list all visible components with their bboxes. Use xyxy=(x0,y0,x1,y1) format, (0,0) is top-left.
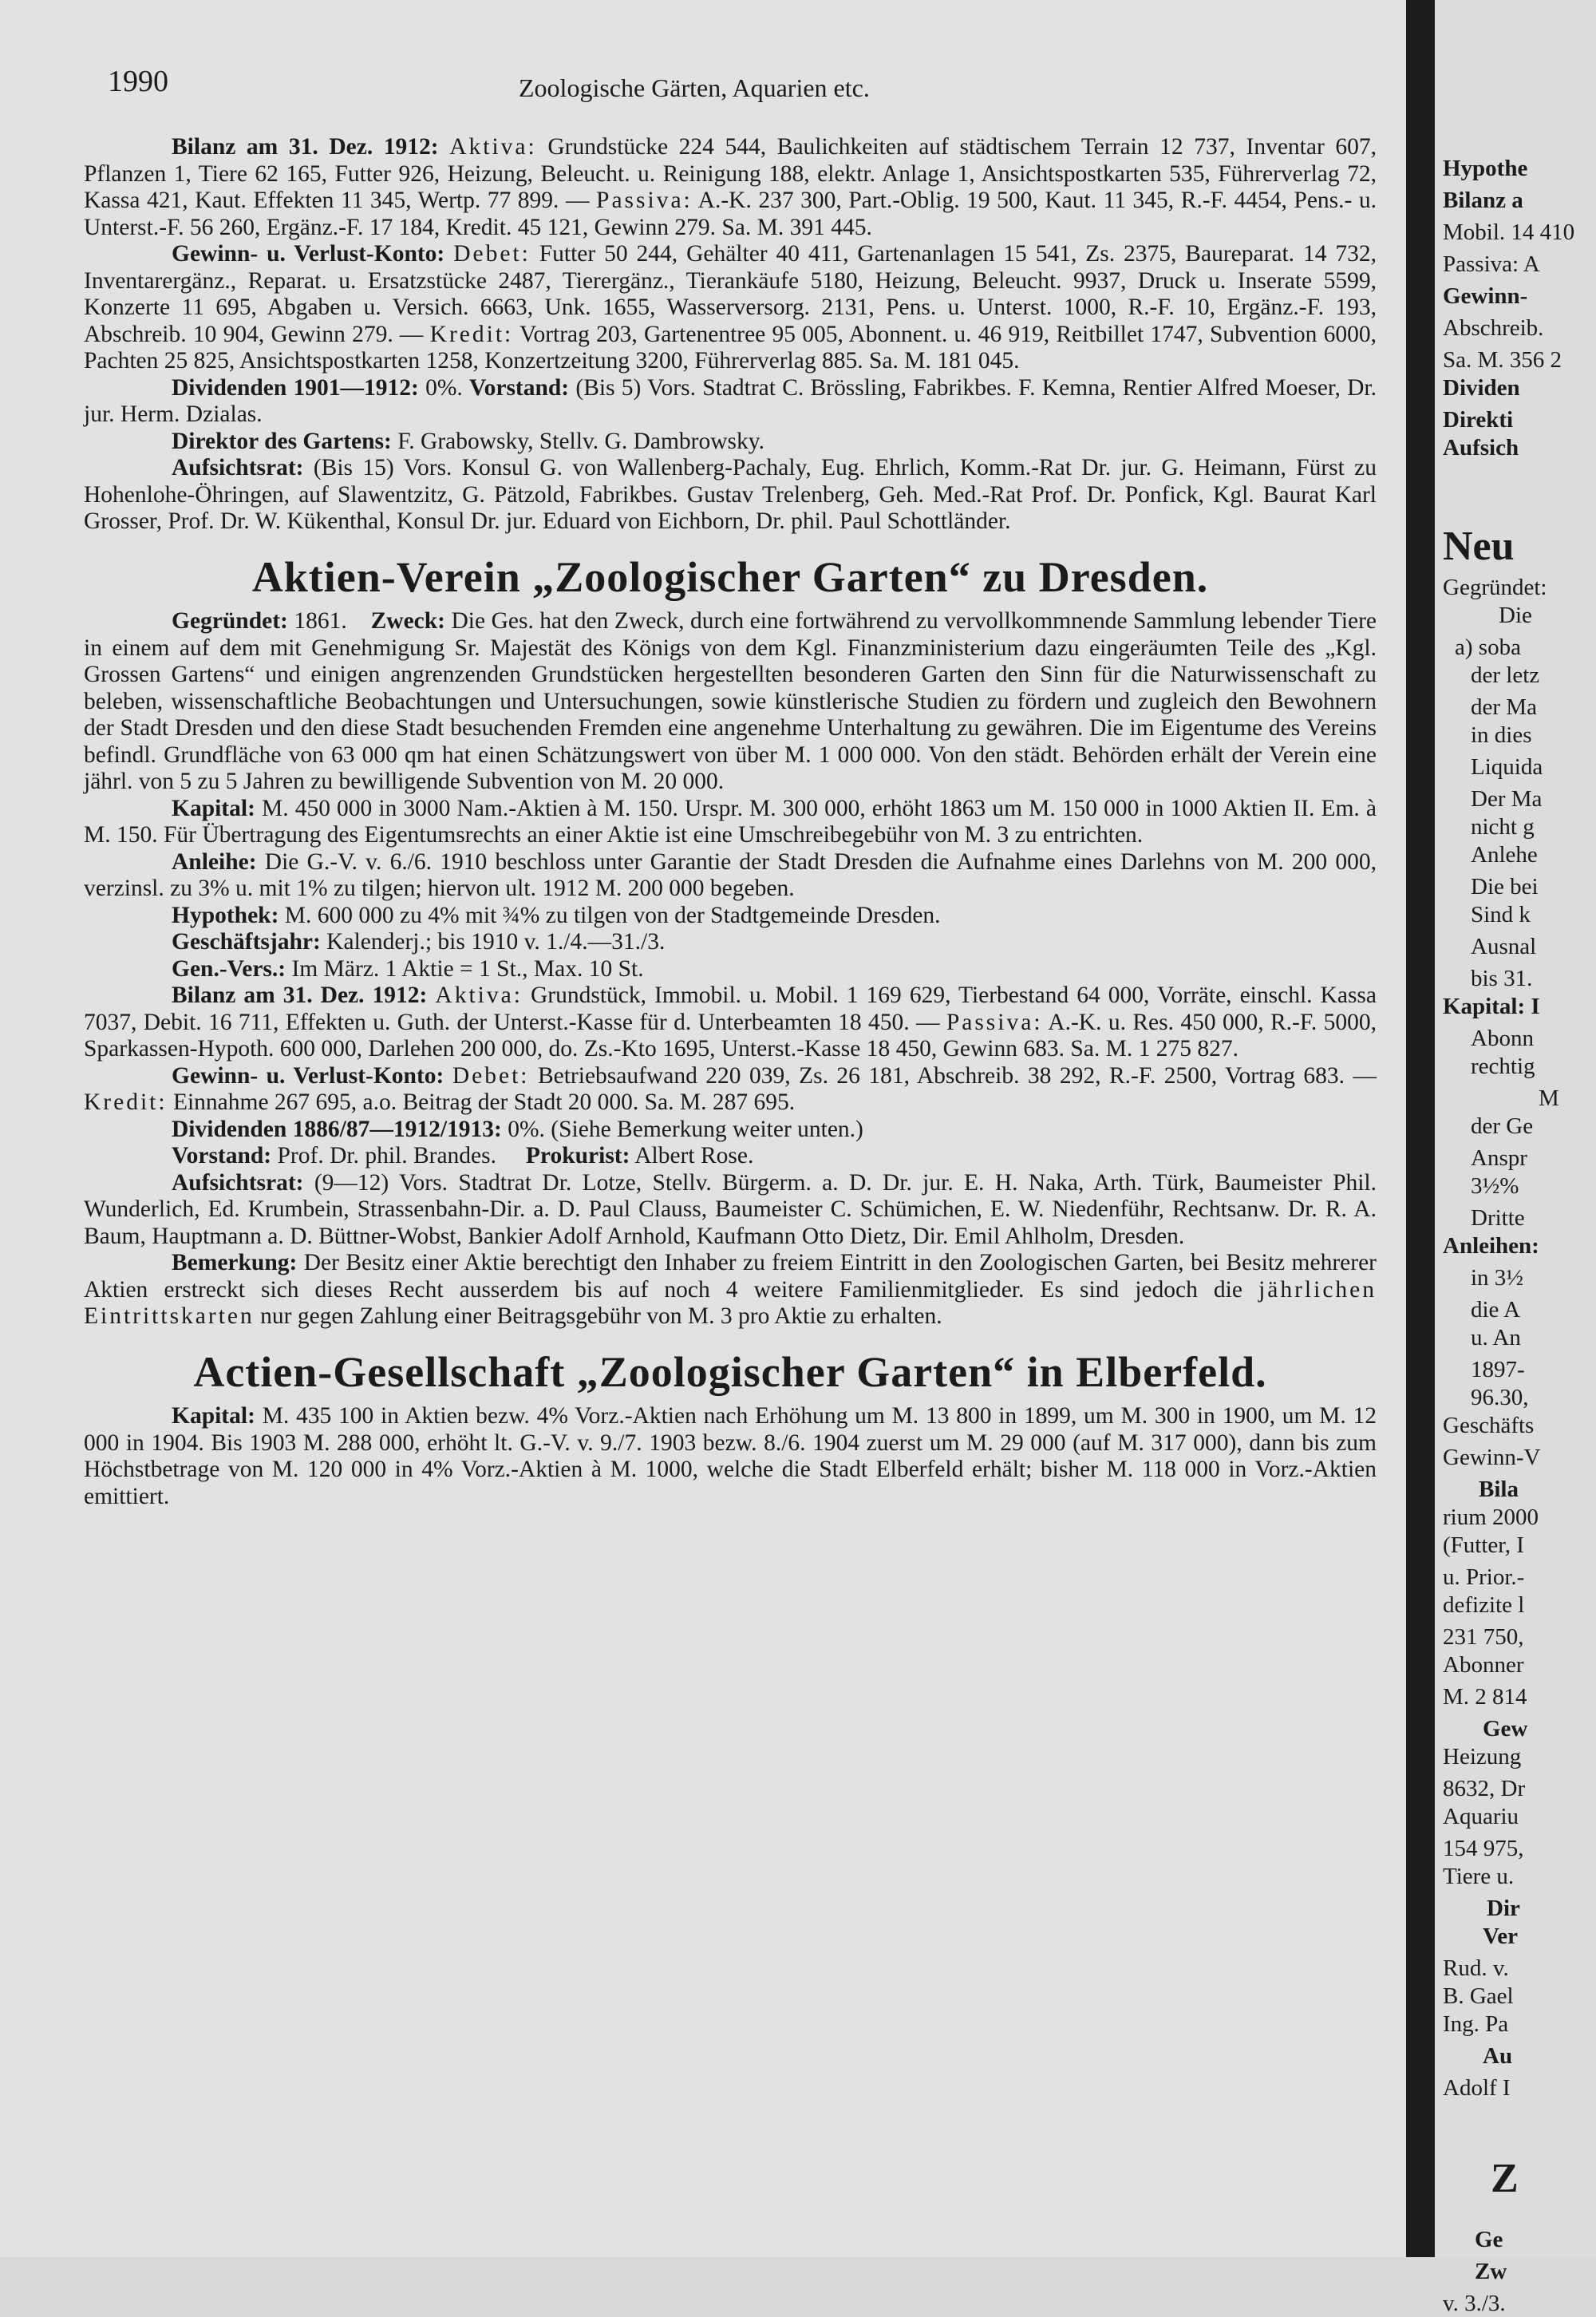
adjacent-page-line: in 3½ xyxy=(1471,1265,1524,1291)
kapital-paragraph: Kapital: M. 450 000 in 3000 Nam.-Aktien à M. 150. Urspr. M. 300 000, erhöht 1863 um M. 150 000 in 1000 Aktien II. Em. à M. 150. Für Übertragung des Eigentumsrechts an einer Aktie ist eine Umschreibegebühr von M. 3 zu entrichten. xyxy=(84,795,1377,848)
adjacent-page-line: Abschreib. xyxy=(1443,315,1544,341)
adjacent-page-line: 8632, Dr xyxy=(1443,1776,1526,1801)
adjacent-page-line: Gewinn-V xyxy=(1443,1445,1541,1470)
adjacent-page-line: Ing. Pa xyxy=(1443,2011,1509,2037)
direktor-paragraph: Direktor des Gartens: F. Grabowsky, Stellv. G. Dambrowsky. xyxy=(172,428,764,454)
adjacent-page-line: Liquida xyxy=(1471,754,1543,780)
book-gutter xyxy=(1406,0,1435,2257)
adjacent-page-line: rium 2000 xyxy=(1443,1504,1539,1530)
adjacent-page-line: 96.30, xyxy=(1471,1385,1529,1410)
bemerkung-paragraph: Bemerkung: Der Besitz einer Aktie berechtigt den Inhaber zu freiem Eintritt in den Zoologischen Garten, bei Besitz mehrerer Aktien erstreckt sich dieses Recht ausserdem bis auf noch 4 weitere Familienmitglieder. Es sind jedoch die jährlichen Eintrittskarten nur gegen Zahlung einer Beitragsgebühr von M. 3 pro Aktie zu erhalten. xyxy=(84,1250,1377,1329)
running-head: Zoologische Gärten, Aquarien etc. xyxy=(519,73,870,102)
adjacent-page-line: a) soba xyxy=(1455,635,1521,660)
dividenden-vorstand-paragraph: Dividenden 1901—1912: 0%. Vorstand: (Bis 5) Vors. Stadtrat C. Brössling, Fabrikbes. F. Kemna, Rentier Alfred Moeser, Dr. jur. Herm. Dzialas. xyxy=(84,374,1377,427)
adjacent-page-line: M. 2 814 xyxy=(1443,1684,1527,1710)
adjacent-page-line: M xyxy=(1539,1085,1559,1111)
adjacent-page-line: Hypothe xyxy=(1443,156,1528,181)
adjacent-page-line: Der Ma xyxy=(1471,786,1543,812)
guv-dresden-paragraph: Gewinn- u. Verlust-Konto: Debet: Betriebsaufwand 220 039, Zs. 26 181, Abschreib. 38 292, R.-F. 2500, Vortrag 683. — Kredit: Einnahme 267 695, a.o. Beitrag der Stadt 20 000. Sa. M. 287 695. xyxy=(84,1062,1377,1115)
adjacent-page-line: der Ma xyxy=(1471,694,1537,720)
adjacent-page-line: 1897- xyxy=(1471,1357,1525,1382)
page-number: 1990 xyxy=(108,65,168,98)
adjacent-page-line: (Futter, I xyxy=(1443,1532,1524,1558)
adjacent-page-line: u. An xyxy=(1471,1325,1521,1350)
geschaeftsjahr-paragraph: Geschäftsjahr: Kalenderj.; bis 1910 v. 1./4.—31./3. xyxy=(172,929,666,955)
adjacent-page-line: Mobil. 14 410 xyxy=(1443,219,1575,245)
adjacent-page-line: Anleihen: xyxy=(1443,1233,1539,1259)
adjacent-page-line: Dividen xyxy=(1443,375,1520,401)
adjacent-page-line: u. Prior.- xyxy=(1443,1564,1525,1590)
adjacent-page-line: Zw xyxy=(1475,2259,1507,2284)
section-title-dresden: Aktien-Verein „Zoologischer Garten“ zu Dresden. xyxy=(251,552,1209,601)
adjacent-page-line: Direkti xyxy=(1443,407,1514,433)
adjacent-page-line: Rud. v. xyxy=(1443,1955,1509,1981)
aufsichtsrat-paragraph: Aufsichtsrat: (Bis 15) Vors. Konsul G. von Wallenberg-Pachaly, Eug. Ehrlich, Komm.-Rat Dr. jur. G. Heimann, Fürst zu Hohenlohe-Öhringen, auf Slawentzitz, G. Pätzold, Fabrikbes. Gustav Trelenberg, Geh. Med.-Rat Prof. Dr. Ponfick, Kgl. Baurat Karl Grosser, Prof. Dr. W. Kükenthal, Konsul Dr. jur. Eduard von Eichborn, Dr. phil. Paul Schottländer. xyxy=(84,455,1377,534)
gegruendet-zweck-paragraph: Gegründet: 1861. Zweck: Die Ges. hat den Zweck, durch eine fortwährend zu vervollkommnende Sammlung lebender Tiere in einem auf dem mit Genehmigung Sr. Majestät des Königs von dem Kgl. Finanzministerium dazu eingeräumten Teile des „Kgl. Grossen Gartens“ und einigen angrenzenden Grundstücken hergestellten besonderen Garten den Sinn für die Naturwissenschaft zu beleben, wissenschaftliche Beobachtungen und Untersuchungen, sowie künstlerische Studien zu fördern und zugleich den Bewohnern der Stadt Dresden und den diese Stadt besuchenden Fremden eine angenehme Unterhaltung zu gewähren. Die im Eigentume des Vereins befindl. Grundfläche von 63 000 qm hat einen Schätzungswert von über M. 1 000 000. Von den städt. Behörden erhält der Verein eine jährl. von 5 zu 5 Jahren zu bewilligende Subvention von M. 20 000. xyxy=(84,608,1377,794)
adjacent-page-line: Z xyxy=(1491,2156,1519,2201)
adjacent-page-line: Adolf I xyxy=(1443,2075,1511,2101)
genvers-paragraph: Gen.-Vers.: Im März. 1 Aktie = 1 St., Max. 10 St. xyxy=(172,955,644,982)
dividenden-dresden-paragraph: Dividenden 1886/87—1912/1913: 0%. (Siehe Bemerkung weiter unten.) xyxy=(172,1116,863,1142)
adjacent-page-line: Gewinn- xyxy=(1443,283,1528,309)
adjacent-page-line: Bila xyxy=(1479,1477,1519,1502)
adjacent-page-line: v. 3./3. xyxy=(1443,2291,1506,2316)
vorstand-dresden-paragraph: Vorstand: Prof. Dr. phil. Brandes. Prokurist: Albert Rose. xyxy=(172,1143,754,1168)
adjacent-page-line: Sa. M. 356 2 xyxy=(1443,347,1562,373)
adjacent-page-line: Gew xyxy=(1483,1716,1528,1742)
adjacent-page-line: Aquariu xyxy=(1443,1804,1519,1829)
adjacent-page-line: Passiva: A xyxy=(1443,251,1540,277)
adjacent-page-line: Au xyxy=(1483,2043,1513,2069)
adjacent-page-line: Dir xyxy=(1487,1896,1520,1921)
adjacent-page-line: Die bei xyxy=(1471,874,1539,900)
adjacent-page-line: Aufsich xyxy=(1443,435,1519,461)
adjacent-page-line: bis 31. xyxy=(1471,966,1533,991)
adjacent-page-line: defizite l xyxy=(1443,1592,1525,1618)
anleihe-paragraph: Anleihe: Die G.-V. v. 6./6. 1910 beschloss unter Garantie der Stadt Dresden die Aufnahme eines Darlehns von M. 200 000, verzinsl. zu 3% u. mit 1% zu tilgen; hiervon ult. 1912 M. 200 000 begeben. xyxy=(84,848,1377,901)
adjacent-page-line: der Ge xyxy=(1471,1113,1534,1139)
kapital-elberfeld-paragraph: Kapital: M. 435 100 in Aktien bezw. 4% Vorz.-Aktien nach Erhöhung um M. 13 800 in 1899, um M. 300 in 1900, um M. 12 000 in 1904. Bis 1903 M. 288 000, erhöht lt. G.-V. v. 9./7. 1903 bezw. 8./6. 1904 zuerst um M. 29 000 (auf M. 317 000), dann bis zum Höchstbetrage von M. 120 000 in 4% Vorz.-Aktien à M. 1000, welche die Stadt Elberfeld erhält; bisher M. 118 000 in Vorz.-Aktien emittiert. xyxy=(84,1403,1377,1509)
adjacent-page-line: Abonner xyxy=(1443,1652,1524,1678)
aufsichtsrat-dresden-paragraph: Aufsichtsrat: (9—12) Vors. Stadtrat Dr. Lotze, Stellv. Bürgerm. a. D. Dr. jur. E. H. Naka, Arth. Türk, Baumeister Phil. Wunderlich, Ed. Krumbein, Strassenbahn-Dir. a. D. Paul Clauss, Baumeister C. Schümichen, E. W. Niedenführ, Rechtsanw. Dr. R. A. Baum, Hauptmann a. D. Büttner-Wobst, Bankier Adolf Arnhold, Kaufmann Otto Dietz, Dir. Emil Ahlholm, Dresden. xyxy=(84,1169,1377,1249)
adjacent-page-line: Gegründet: xyxy=(1443,575,1547,600)
page-header xyxy=(108,64,1385,112)
hypothek-paragraph: Hypothek: M. 600 000 zu 4% mit ¾% zu tilgen von der Stadtgemeinde Dresden. xyxy=(172,902,941,928)
adjacent-page-line: B. Gael xyxy=(1443,1983,1514,2009)
adjacent-page-line: Abonn xyxy=(1471,1026,1534,1051)
adjacent-page-line: Ver xyxy=(1483,1924,1519,1949)
adjacent-page-line: Dritte xyxy=(1471,1205,1525,1231)
adjacent-page-line: Ge xyxy=(1475,2227,1503,2252)
adjacent-page-line: die A xyxy=(1471,1297,1521,1323)
adjacent-page-line: der letz xyxy=(1471,662,1540,688)
adjacent-page-line: in dies xyxy=(1471,722,1532,748)
guv-paragraph: Gewinn- u. Verlust-Konto: Debet: Futter 50 244, Gehälter 40 411, Gartenanlagen 15 541, Zs. 2375, Baureparat. 14 732, Inventarergänz., Reparat. u. Ersatzstücke 2487, Tierergänz., Tierankäufe 5180, Heizung, Beleucht. 9937, Druck u. Inserate 5599, Konzerte 11 695, Abgaben u. Versich. 6663, Unk. 1655, Wasserversorg. 2131, Pens. u. Unterst. 1000, R.-F. 10, Ergänz.-F. 193, Abschreib. 10 904, Gewinn 279. — Kredit: Vortrag 203, Gartenentree 95 005, Abonnent. u. 46 919, Reitbillet 1747, Subvention 6000, Pachten 25 825, Ansichtspostkarten 1258, Konzertzeitung 3200, Führerverlag 885. Sa. M. 181 045. xyxy=(84,241,1377,374)
adjacent-page-line: Anlehe xyxy=(1471,842,1538,868)
section-title-elberfeld: Actien-Gesellschaft „Zoologischer Garten“ in Elberfeld. xyxy=(193,1347,1267,1396)
adjacent-page-line: Bilanz a xyxy=(1443,188,1523,213)
adjacent-page-fragment xyxy=(1435,0,1596,2316)
adjacent-page-line: Ausnal xyxy=(1471,934,1537,959)
adjacent-page-line: 3½% xyxy=(1471,1173,1519,1199)
adjacent-page-line: nicht g xyxy=(1471,814,1535,840)
bilanz-dresden-paragraph: Bilanz am 31. Dez. 1912: Aktiva: Grundstück, Immobil. u. Mobil. 1 169 629, Tierbestand 64 000, Vorräte, einschl. Kassa 7037, Debit. 16 711, Effekten u. Guth. der Unterst.-Kasse für d. Unterbeamten 18 450. — Passiva: A.-K. u. Res. 450 000, R.-F. 5000, Sparkassen-Hypoth. 600 000, Darlehen 200 000, do. Zs.-Kto 1695, Unterst.-Kasse 18 450, Gewinn 683. Sa. M. 1 275 827. xyxy=(84,983,1377,1062)
text-column xyxy=(84,134,1377,1510)
adjacent-page-line: Geschäfts xyxy=(1443,1413,1535,1438)
adjacent-page-line: rechtig xyxy=(1471,1054,1535,1079)
adjacent-page-line: 231 750, xyxy=(1443,1624,1524,1650)
adjacent-page-line: Die xyxy=(1499,603,1532,628)
adjacent-page-line: Neu xyxy=(1443,524,1515,569)
adjacent-page-line: Anspr xyxy=(1471,1145,1527,1171)
adjacent-page-line: 154 975, xyxy=(1443,1836,1524,1861)
adjacent-page-line: Heizung xyxy=(1443,1744,1522,1769)
adjacent-page-line: Kapital: I xyxy=(1443,994,1540,1019)
adjacent-page-line: Sind k xyxy=(1471,902,1531,927)
adjacent-page-line: Tiere u. xyxy=(1443,1864,1515,1889)
bilanz-paragraph: Bilanz am 31. Dez. 1912: Aktiva: Grundstücke 224 544, Baulichkeiten auf städtischem Terrain 12 737, Inventar 607, Pflanzen 1, Tiere 62 165, Futter 926, Heizung, Beleucht. u. Reinigung 188, elektr. Anlage 1, Ansichtspostkarten 535, Führerverlag 72, Kassa 421, Kaut. Effekten 11 345, Wertp. 77 899. — Passiva: A.-K. 237 300, Part.-Oblig. 19 500, Kaut. 11 345, R.-F. 4454, Pens.- u. Unterst.-F. 56 260, Ergänz.-F. 17 184, Kredit. 45 121, Gewinn 279. Sa. M. 391 445. xyxy=(84,134,1377,240)
